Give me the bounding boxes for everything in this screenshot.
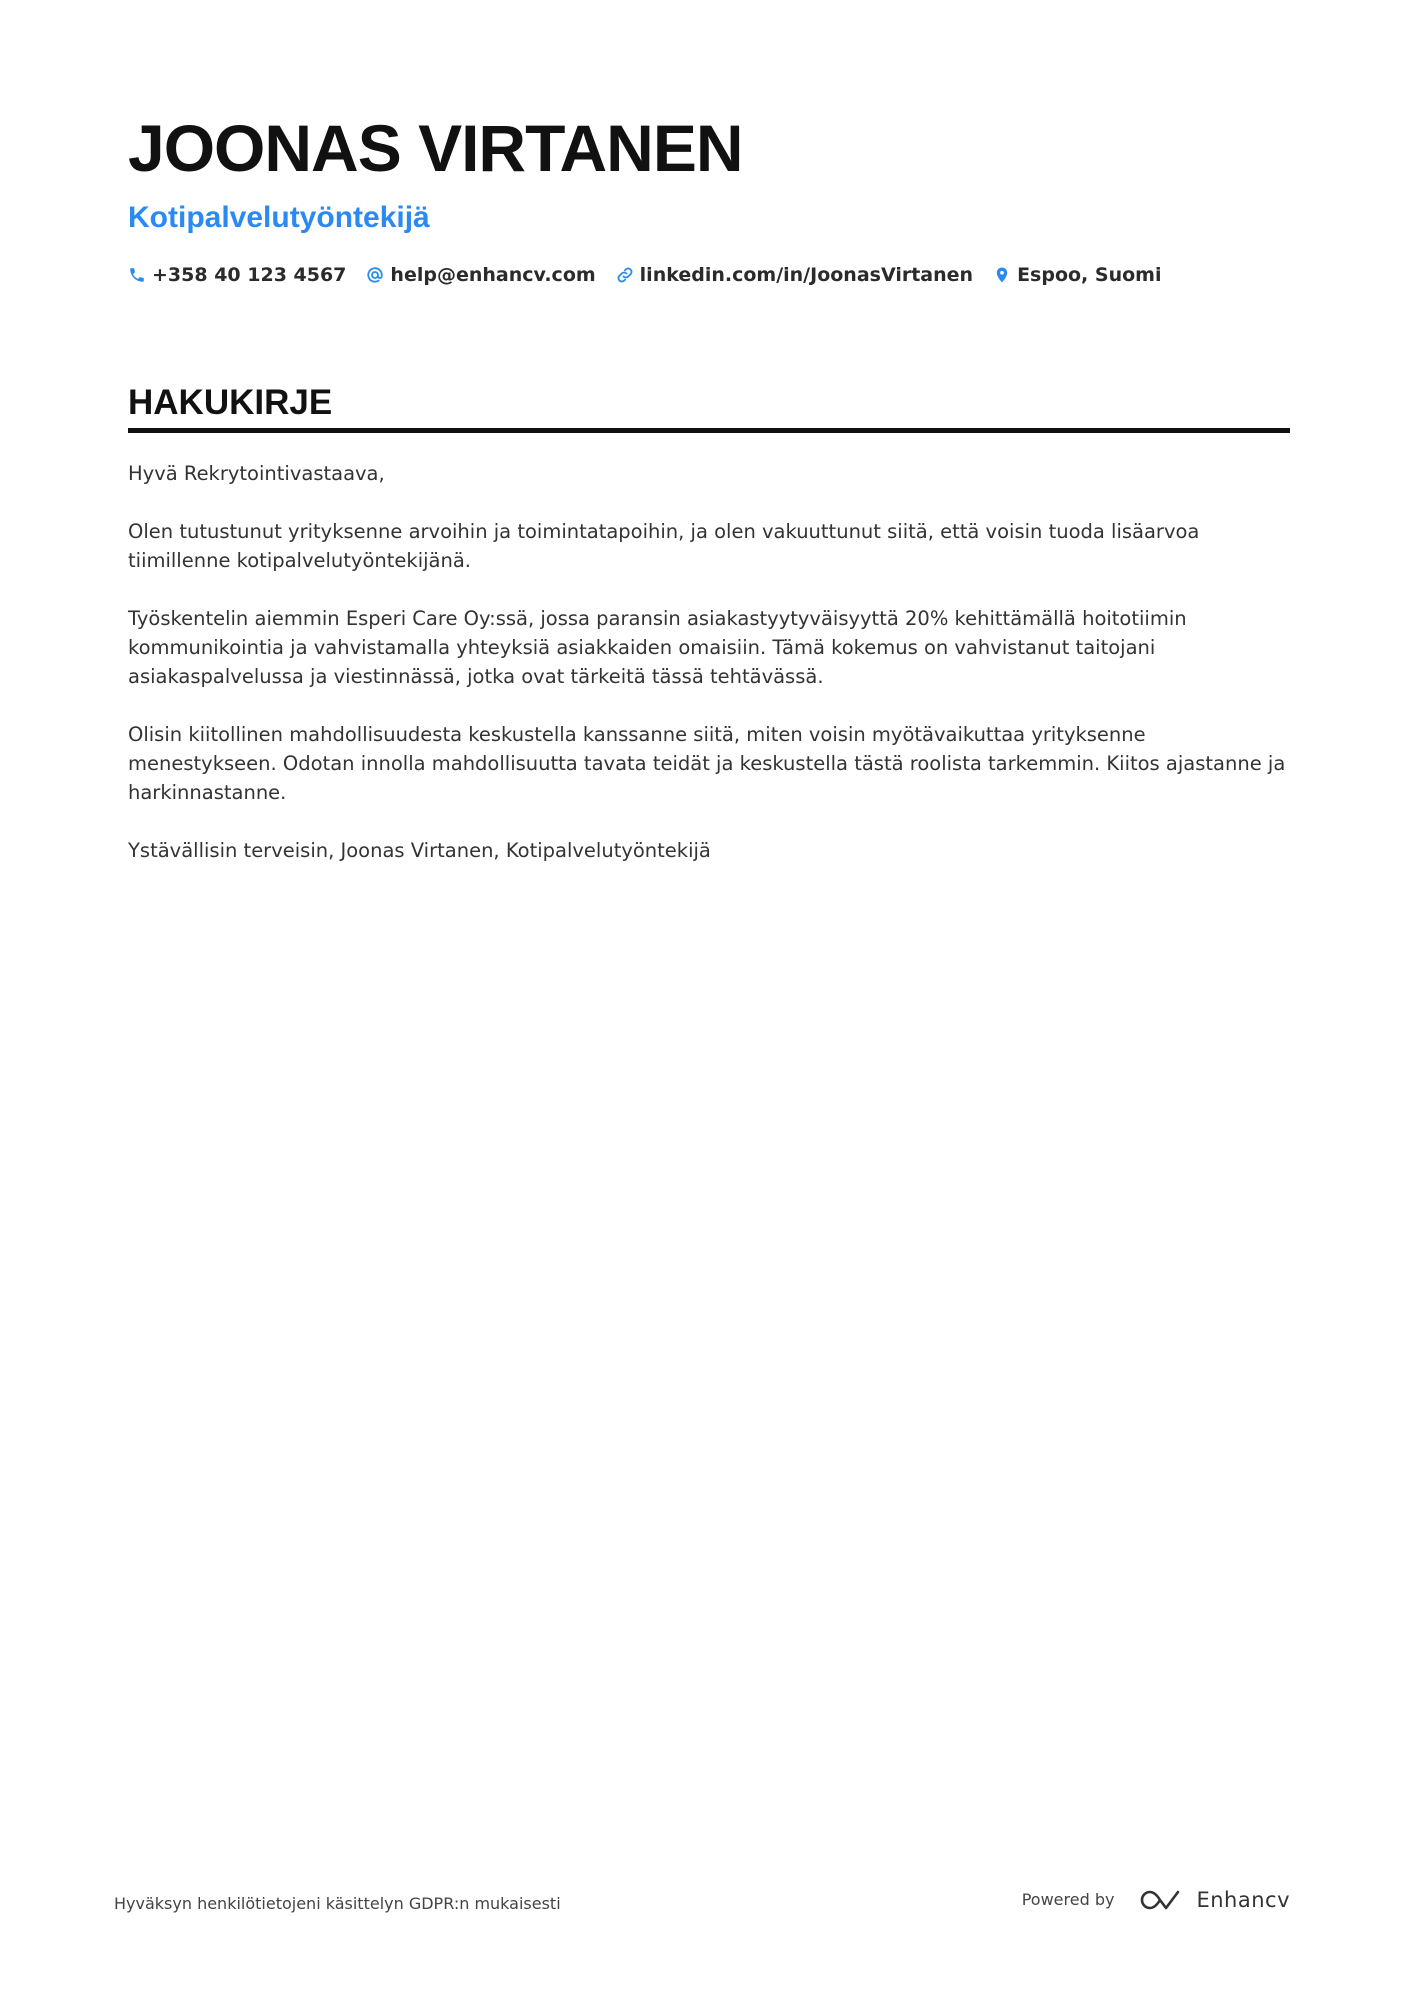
contact-email[interactable] xyxy=(366,264,595,286)
at-icon xyxy=(366,266,384,284)
enhancv-logo-icon xyxy=(1140,1887,1186,1913)
brand-logo[interactable] xyxy=(1140,1887,1290,1913)
letter-body xyxy=(128,459,1290,865)
gdpr-consent-text: Hyväksyn henkilötietojeni käsittelyn GDPR:n mukaisesti xyxy=(114,1894,561,1913)
contact-bar xyxy=(128,264,1290,286)
linkedin-text: linkedin.com/in/JoonasVirtanen xyxy=(639,264,974,286)
email-text: help@enhancv.com xyxy=(390,264,596,286)
letter-paragraph: Työskentelin aiemmin Esperi Care Oy:ssä, jossa paransin asiakastyytyväisyyttä 20% kehittämällä hoitotiimin kommunikointia ja vahvistamalla yhteyksiä asiakkaiden omaisiin. Tämä kokemus on vahvistanut taitojani asiakaspalvelussa ja viestinnässä, jotka ovat tärkeitä tässä tehtävässä. xyxy=(128,607,1187,688)
link-icon xyxy=(616,266,634,284)
letter-greeting: Hyvä Rekrytointivastaava, xyxy=(128,462,385,485)
candidate-name: JOONAS VIRTANEN xyxy=(128,111,743,185)
powered-by-label: Powered by xyxy=(1021,1890,1115,1909)
contact-phone[interactable] xyxy=(128,264,346,286)
phone-text: +358 40 123 4567 xyxy=(152,264,347,286)
section-heading: HAKUKIRJE xyxy=(128,382,1290,433)
location-pin-icon xyxy=(993,266,1011,284)
page-footer xyxy=(114,1886,1290,1913)
letter-closing: Ystävällisin terveisin, Joonas Virtanen, Kotipalvelutyöntekijä xyxy=(128,839,711,862)
letter-paragraph: Olen tutustunut yrityksenne arvoihin ja toimintatapoihin, ja olen vakuuttunut siitä, että voisin tuoda lisäarvoa tiimillenne kotipalvelutyöntekijänä. xyxy=(128,520,1200,572)
contact-linkedin[interactable] xyxy=(616,264,973,286)
brand-name: Enhancv xyxy=(1196,1887,1290,1912)
job-title: Kotipalvelutyöntekijä xyxy=(128,201,430,234)
cover-letter-page xyxy=(128,108,1290,894)
phone-icon xyxy=(128,266,146,284)
contact-location xyxy=(993,264,1161,286)
letter-paragraph: Olisin kiitollinen mahdollisuudesta keskustella kanssanne siitä, miten voisin myötävaikuttaa yrityksenne menestykseen. Odotan innolla mahdollisuutta tavata teidät ja keskustella tästä roolista tarkemmin. Kiitos ajastanne ja harkinnastanne. xyxy=(128,723,1286,804)
powered-by[interactable] xyxy=(1022,1887,1290,1913)
location-text: Espoo, Suomi xyxy=(1017,264,1162,286)
